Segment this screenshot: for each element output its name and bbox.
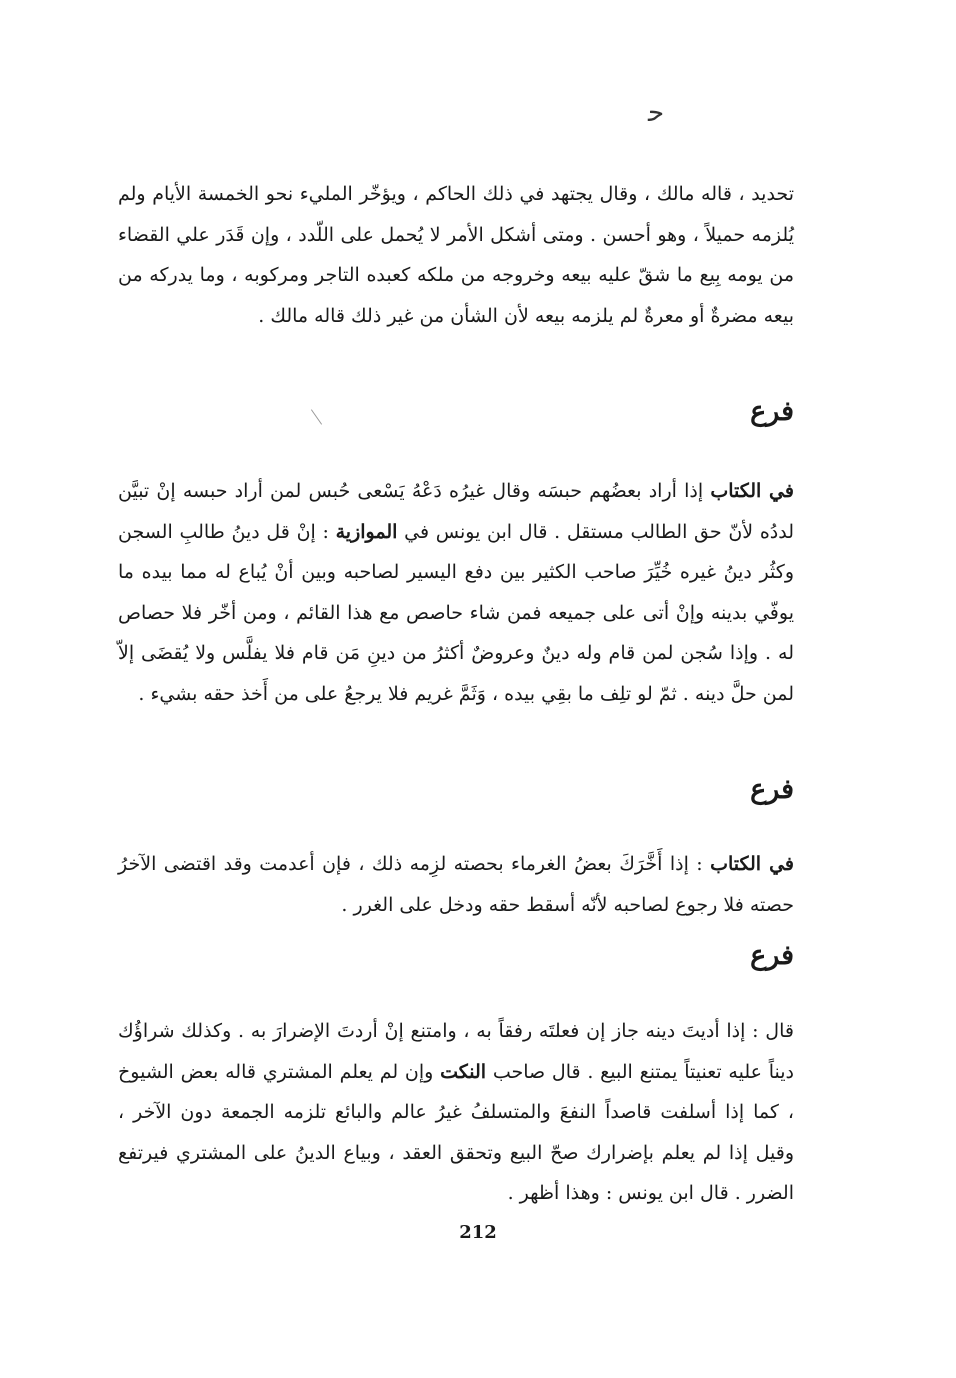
paragraph-2-source: الموازية xyxy=(335,520,398,543)
paragraph-2 xyxy=(118,471,794,714)
section-heading-2: فرع xyxy=(750,774,794,805)
section-heading-3: فرع xyxy=(750,940,794,971)
section-heading-1: فرع xyxy=(750,396,794,427)
paragraph-2-lead: في الكتاب xyxy=(710,480,794,502)
paragraph-3-lead: في الكتاب xyxy=(710,853,794,875)
paragraph-4-text-b: وإن لم يعلم المشتري قاله بعض الشيوخ ، كما إذا أسلفت قاصداً النفعَ والمتسلفُ غيرُ عالم والبائع تلزمه الجمعة دون الآخر ، وقيل إذا لم يعلم بإضرارك صحّ البيع وتحقق العقد ، وبياع الدينُ على المشتري فيرتفع الضرر . قال ابن يونس : وهذا أظهر . xyxy=(118,1060,794,1204)
paragraph-2-text-b: : إنْ قل دينُ طالبِ السجن وكثُر دينُ غيره خُيِّرَ صاحب الكثير بين دفع اليسير لصاحبه وبين أنْ يُباع له مما بيده ما يوفّي بدينه وإنْ أتى على جميعه فمن شاء حاصص مع هذا القائم ، ومن أخّر فلا حصاص له . وإذا سُجن لمن قام وله دينٌ وعروضٌ أكثرُ من دينِ مَن قام فلا يفلَّس ولا يُقضَى إلاّ لمن حلَّ دينه . ثمّ لو تلِف ما بقِي بيده ، وَثَمَّ غريم فلا يرجعُ على من أَخذ حقه بشيء . xyxy=(118,520,794,705)
paragraph-3-text: : إذا أَخَّرَكَ بعضُ الغرماء بحصته لزِمه ذلك ، فإن أعدمت وقد اقتضى الآخرُ حصته فلا رجوع لصاحبه لأنّه أسقط حقه ودخل على الغرر . xyxy=(118,853,794,916)
paragraph-4 xyxy=(118,1011,794,1214)
paragraph-3 xyxy=(118,844,794,925)
paragraph-1: تحديد ، قاله مالك ، وقال يجتهد في ذلك الحاكم ، ويؤخّر المليء نحو الخمسة الأيام ولم يُلزمه حميلاً ، وهو أحسن . ومتى أشكل الأمر لا يُحمل على اللّدد ، وإن قَدَر علي القضاء من يومه بِيع ما شقّ عليه بيعه وخروجه من ملكه كعبده التاجر ومركوبه ، وما يدركه من بيعه مضرةٌ أو معرةٌ لم يلزمه بيعه لأن الشأن من غير ذلك قاله مالك . xyxy=(118,183,794,327)
paragraph-4-source: النكت xyxy=(440,1060,487,1083)
handwritten-mark: ﺣ xyxy=(648,98,665,128)
paragraph-4-text-a: قال : إذا أديتَ دينه جاز إن فعلتَه رفقاً به ، وامتنع إنْ أردتَ الإضرارَ به . وكذلك شراؤُك ديناً عليه تعنيتاً يمتنع البيع . قال صاحب xyxy=(118,1020,794,1083)
paragraph-2-text-a: إذا أراد بعضُهم حبسَه وقال غيرُه دَعْهُ يَسْعى حُبس لمن أراد حبسه إنْ تبيَّن لددُه لأنّ حق الطالب مستقل . قال ابن يونس في xyxy=(118,480,794,543)
page-number: 212 xyxy=(459,1222,497,1243)
